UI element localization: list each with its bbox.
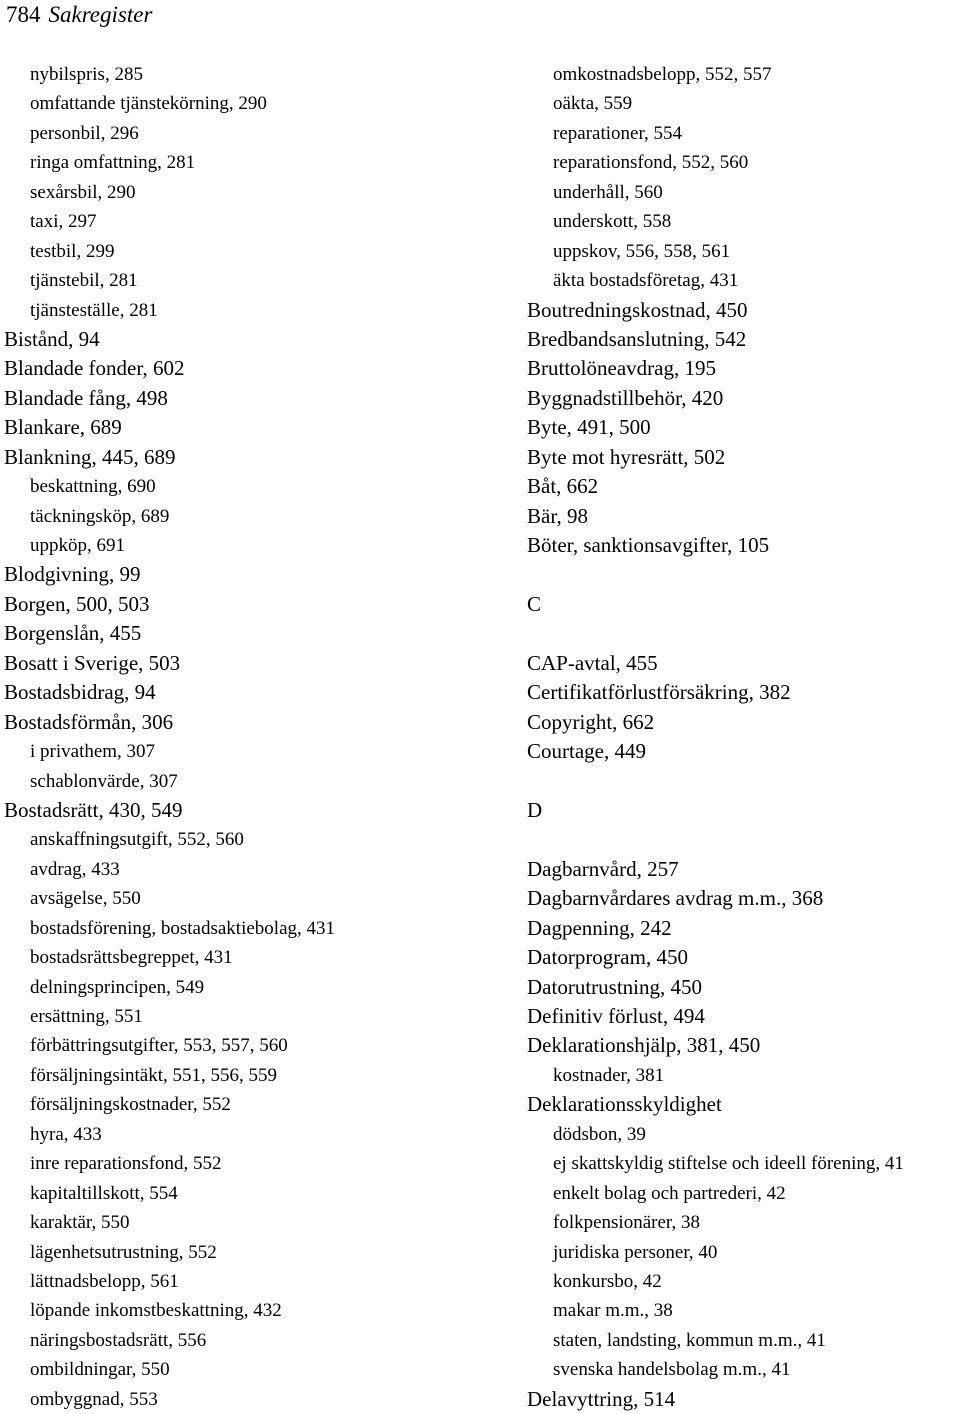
- blank-line: [527, 767, 960, 796]
- index-entry: Båt, 662: [527, 474, 599, 499]
- index-entry: CAP-avtal, 455: [527, 650, 658, 675]
- index-subentry: svenska handelsbolag m.m., 41: [553, 1359, 791, 1381]
- index-entry: Deklarationsskyldighet: [527, 1092, 722, 1117]
- index-entry: Blankare, 689: [4, 415, 122, 440]
- index-subentry: ombyggnad, 553: [30, 1388, 158, 1410]
- index-subentry: uppskov, 556, 558, 561: [553, 240, 731, 262]
- blank-line: [527, 560, 960, 589]
- index-subentry: löpande inkomstbeskattning, 432: [30, 1300, 282, 1322]
- index-subentry: lägenhetsutrustning, 552: [30, 1241, 217, 1263]
- index-subentry: testbil, 299: [30, 240, 115, 262]
- index-subentry: omkostnadsbelopp, 552, 557: [553, 64, 772, 85]
- index-column-right: [527, 60, 960, 1414]
- index-subentry: konkursbo, 42: [553, 1270, 662, 1292]
- index-subentry: underskott, 558: [553, 211, 672, 233]
- index-entry: Datorutrustning, 450: [527, 974, 702, 999]
- index-subentry: omfattande tjänstekörning, 290: [30, 93, 267, 115]
- index-entry: Courtage, 449: [527, 739, 646, 764]
- page-header: [6, 0, 152, 30]
- index-subentry: reparationsfond, 552, 560: [553, 152, 749, 174]
- index-entry: Bostadsrätt, 430, 549: [4, 797, 183, 822]
- index-subentry: bostadsförening, bostadsaktiebolag, 431: [30, 917, 336, 939]
- index-subentry: underhåll, 560: [553, 181, 663, 203]
- section-letter-heading: C: [527, 591, 542, 616]
- index-subentry: hyra, 433: [30, 1123, 102, 1145]
- index-entry: Blandade fonder, 602: [4, 356, 185, 381]
- index-subentry: kostnader, 381: [553, 1064, 665, 1086]
- index-entry: Bosatt i Sverige, 503: [4, 650, 181, 675]
- page-number: 784: [6, 2, 41, 27]
- index-entry: Boutredningskostnad, 450: [527, 297, 748, 322]
- index-subentry: täckningsköp, 689: [30, 505, 170, 527]
- index-entry: Delavyttring, 514: [527, 1386, 676, 1411]
- index-entry: Definitiv förlust, 494: [527, 1004, 705, 1028]
- index-subentry: personbil, 296: [30, 122, 139, 144]
- index-subentry: kapitaltillskott, 554: [30, 1182, 178, 1204]
- index-subentry: försäljningskostnader, 552: [30, 1094, 231, 1116]
- index-subentry: dödsbon, 39: [553, 1123, 646, 1145]
- index-entry: Bruttolöneavdrag, 195: [527, 356, 716, 381]
- index-entry: Dagpenning, 242: [527, 915, 672, 940]
- index-subentry: staten, landsting, kommun m.m., 41: [553, 1329, 826, 1351]
- index-subentry: sexårsbil, 290: [30, 181, 136, 203]
- index-subentry: ombildningar, 550: [30, 1359, 170, 1381]
- index-subentry: i privathem, 307: [30, 741, 156, 763]
- index-subentry: tjänstebil, 281: [30, 270, 138, 292]
- index-subentry: äkta bostadsföretag, 431: [553, 270, 739, 292]
- index-subentry: tjänsteställe, 281: [30, 299, 158, 321]
- index-entry: Byte, 491, 500: [527, 415, 651, 440]
- index-entry: Blankning, 445, 689: [4, 444, 176, 469]
- index-entry: Blandade fång, 498: [4, 385, 168, 410]
- index-entry: Böter, sanktionsavgifter, 105: [527, 533, 770, 557]
- blank-line: [527, 825, 960, 854]
- index-entry: Byggnadstillbehör, 420: [527, 385, 724, 410]
- index-entry: Certifikatförlustförsäkring, 382: [527, 680, 791, 705]
- index-entry: Bär, 98: [527, 503, 588, 528]
- index-subentry: taxi, 297: [30, 211, 97, 233]
- index-entry: Dagbarnvård, 257: [527, 856, 679, 881]
- index-subentry: avsägelse, 550: [30, 888, 141, 910]
- index-subentry: enkelt bolag och partrederi, 42: [553, 1182, 786, 1204]
- index-entry: Bistånd, 94: [4, 326, 100, 351]
- index-entry: Borgen, 500, 503: [4, 591, 150, 616]
- index-subentry: näringsbostadsrätt, 556: [30, 1329, 207, 1351]
- index-entry: Borgenslån, 455: [4, 621, 142, 646]
- index-entry: Bredbandsanslutning, 542: [527, 326, 747, 351]
- index-subentry: folkpensionärer, 38: [553, 1212, 700, 1234]
- index-subentry: beskattning, 690: [30, 476, 156, 498]
- index-subentry: försäljningsintäkt, 551, 556, 559: [30, 1064, 277, 1086]
- index-subentry: makar m.m., 38: [553, 1300, 673, 1322]
- index-entry: Bostadsbidrag, 94: [4, 680, 156, 705]
- index-subentry: bostadsrättsbegreppet, 431: [30, 947, 233, 969]
- index-subentry: juridiska personer, 40: [553, 1241, 718, 1263]
- index-entry: Deklarationshjälp, 381, 450: [527, 1033, 761, 1058]
- blank-line: [527, 619, 960, 648]
- index-entry: Bostadsförmån, 306: [4, 709, 174, 734]
- index-subentry: nybilspris, 285: [30, 64, 143, 85]
- index-subentry: avdrag, 433: [30, 858, 120, 880]
- index-subentry: lättnadsbelopp, 561: [30, 1270, 179, 1292]
- index-subentry: ej skattskyldig stiftelse och ideell förening, 41: [553, 1153, 904, 1175]
- index-subentry: oäkta, 559: [553, 93, 633, 115]
- index-entry: Copyright, 662: [527, 709, 655, 734]
- index-subentry: inre reparationsfond, 552: [30, 1153, 222, 1175]
- index-subentry: uppköp, 691: [30, 535, 125, 556]
- section-title: Sakregister: [48, 2, 153, 27]
- index-subentry: reparationer, 554: [553, 122, 683, 144]
- index-subentry: schablonvärde, 307: [30, 770, 178, 792]
- index-entry: Blodgivning, 99: [4, 562, 141, 587]
- index-entry: Datorprogram, 450: [527, 945, 688, 970]
- index-subentry: delningsprincipen, 549: [30, 976, 205, 998]
- index-subentry: ersättning, 551: [30, 1006, 143, 1027]
- index-subentry: förbättringsutgifter, 553, 557, 560: [30, 1035, 288, 1057]
- index-column-left: [4, 60, 504, 1414]
- index-entry: Dagbarnvårdares avdrag m.m., 368: [527, 886, 824, 911]
- index-entry: Byte mot hyresrätt, 502: [527, 444, 726, 469]
- index-subentry: anskaffningsutgift, 552, 560: [30, 829, 244, 851]
- index-subentry: karaktär, 550: [30, 1212, 130, 1234]
- section-letter-heading: D: [527, 797, 543, 822]
- index-subentry: ringa omfattning, 281: [30, 152, 196, 174]
